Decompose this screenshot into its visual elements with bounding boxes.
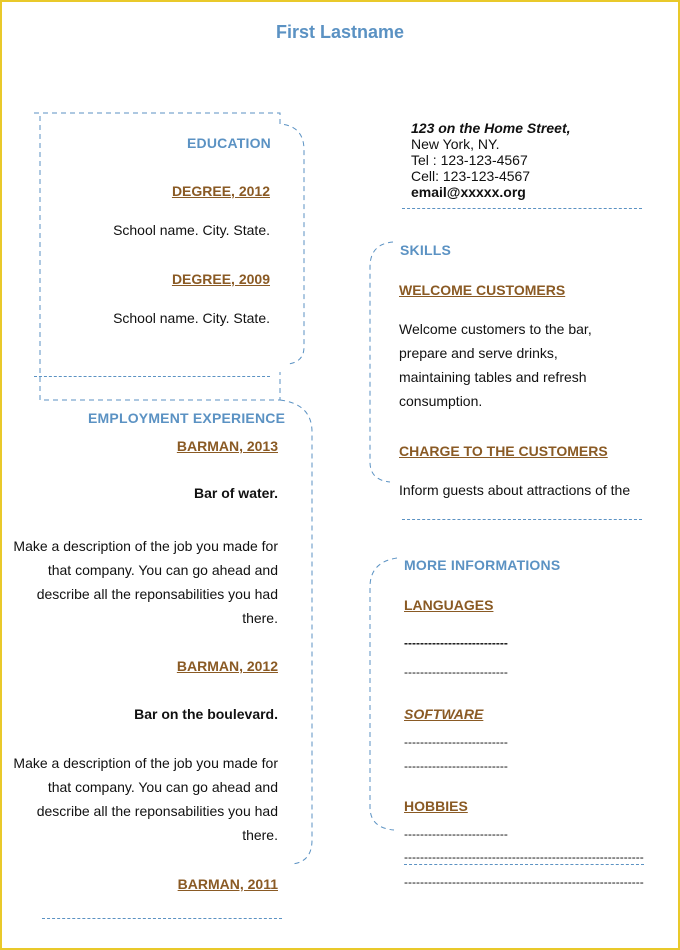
skills-title: SKILLS [400, 242, 451, 258]
job-3-role: BARMAN, 2011 [177, 876, 278, 892]
skill-1-heading: WELCOME CUSTOMERS [399, 282, 566, 298]
languages-line-1: -------------------------- [404, 636, 508, 650]
hobbies-line-3: ------------------------------------------------------------ [404, 875, 644, 889]
job-2-description: Make a description of the job you made for that company. You can go ahead and describe all the reponsabilities you had there. [13, 755, 278, 843]
job-1-description: Make a description of the job you made for that company. You can go ahead and describe all the reponsabilities you had there. [13, 538, 278, 626]
contact-tel: Tel : 123-123-4567 [411, 152, 528, 168]
more-title: MORE INFORMATIONS [404, 557, 561, 573]
skill-2-heading: CHARGE TO THE CUSTOMERS [399, 443, 608, 459]
software-heading: SOFTWARE [404, 706, 484, 722]
hobbies-heading: HOBBIES [404, 798, 468, 814]
education-school-2: School name. City. State. [113, 310, 270, 326]
job-1-role: BARMAN, 2013 [176, 438, 278, 454]
education-divider [34, 376, 270, 377]
resume-page [2, 2, 678, 948]
job-2-place: Bar on the boulevard. [134, 706, 278, 722]
education-degree-1: DEGREE, 2012 [171, 183, 270, 199]
hobbies-line-2: ------------------------------------------------------------ [404, 850, 644, 864]
employment-title: EMPLOYMENT EXPERIENCE [88, 410, 286, 426]
contact-block [411, 120, 571, 200]
contact-divider [402, 208, 642, 209]
skills-divider [402, 519, 642, 520]
resume-name: First Lastname [275, 22, 405, 42]
software-line-2: -------------------------- [404, 759, 508, 773]
education-school-1: School name. City. State. [113, 222, 270, 238]
contact-email: email@xxxxx.org [411, 184, 526, 200]
skill-1-description: Welcome customers to the bar, prepare and serve drinks, maintaining tables and refresh consumption. [399, 321, 592, 409]
languages-heading: LANGUAGES [404, 597, 494, 613]
job-1-place: Bar of water. [193, 485, 278, 501]
contact-cell: Cell: 123-123-4567 [411, 168, 531, 184]
software-line-1: -------------------------- [404, 735, 508, 749]
contact-street: 123 on the Home Street, [411, 120, 571, 136]
hobbies-line-1: -------------------------- [404, 827, 508, 841]
contact-city: New York, NY. [411, 136, 500, 152]
employment-bottom-divider [42, 918, 282, 919]
education-degree-2: DEGREE, 2009 [171, 271, 270, 287]
education-title: EDUCATION [187, 135, 271, 151]
languages-line-2: -------------------------- [404, 665, 508, 679]
skill-2-description: Inform guests about attractions of the [399, 482, 631, 498]
job-2-role: BARMAN, 2012 [176, 658, 278, 674]
